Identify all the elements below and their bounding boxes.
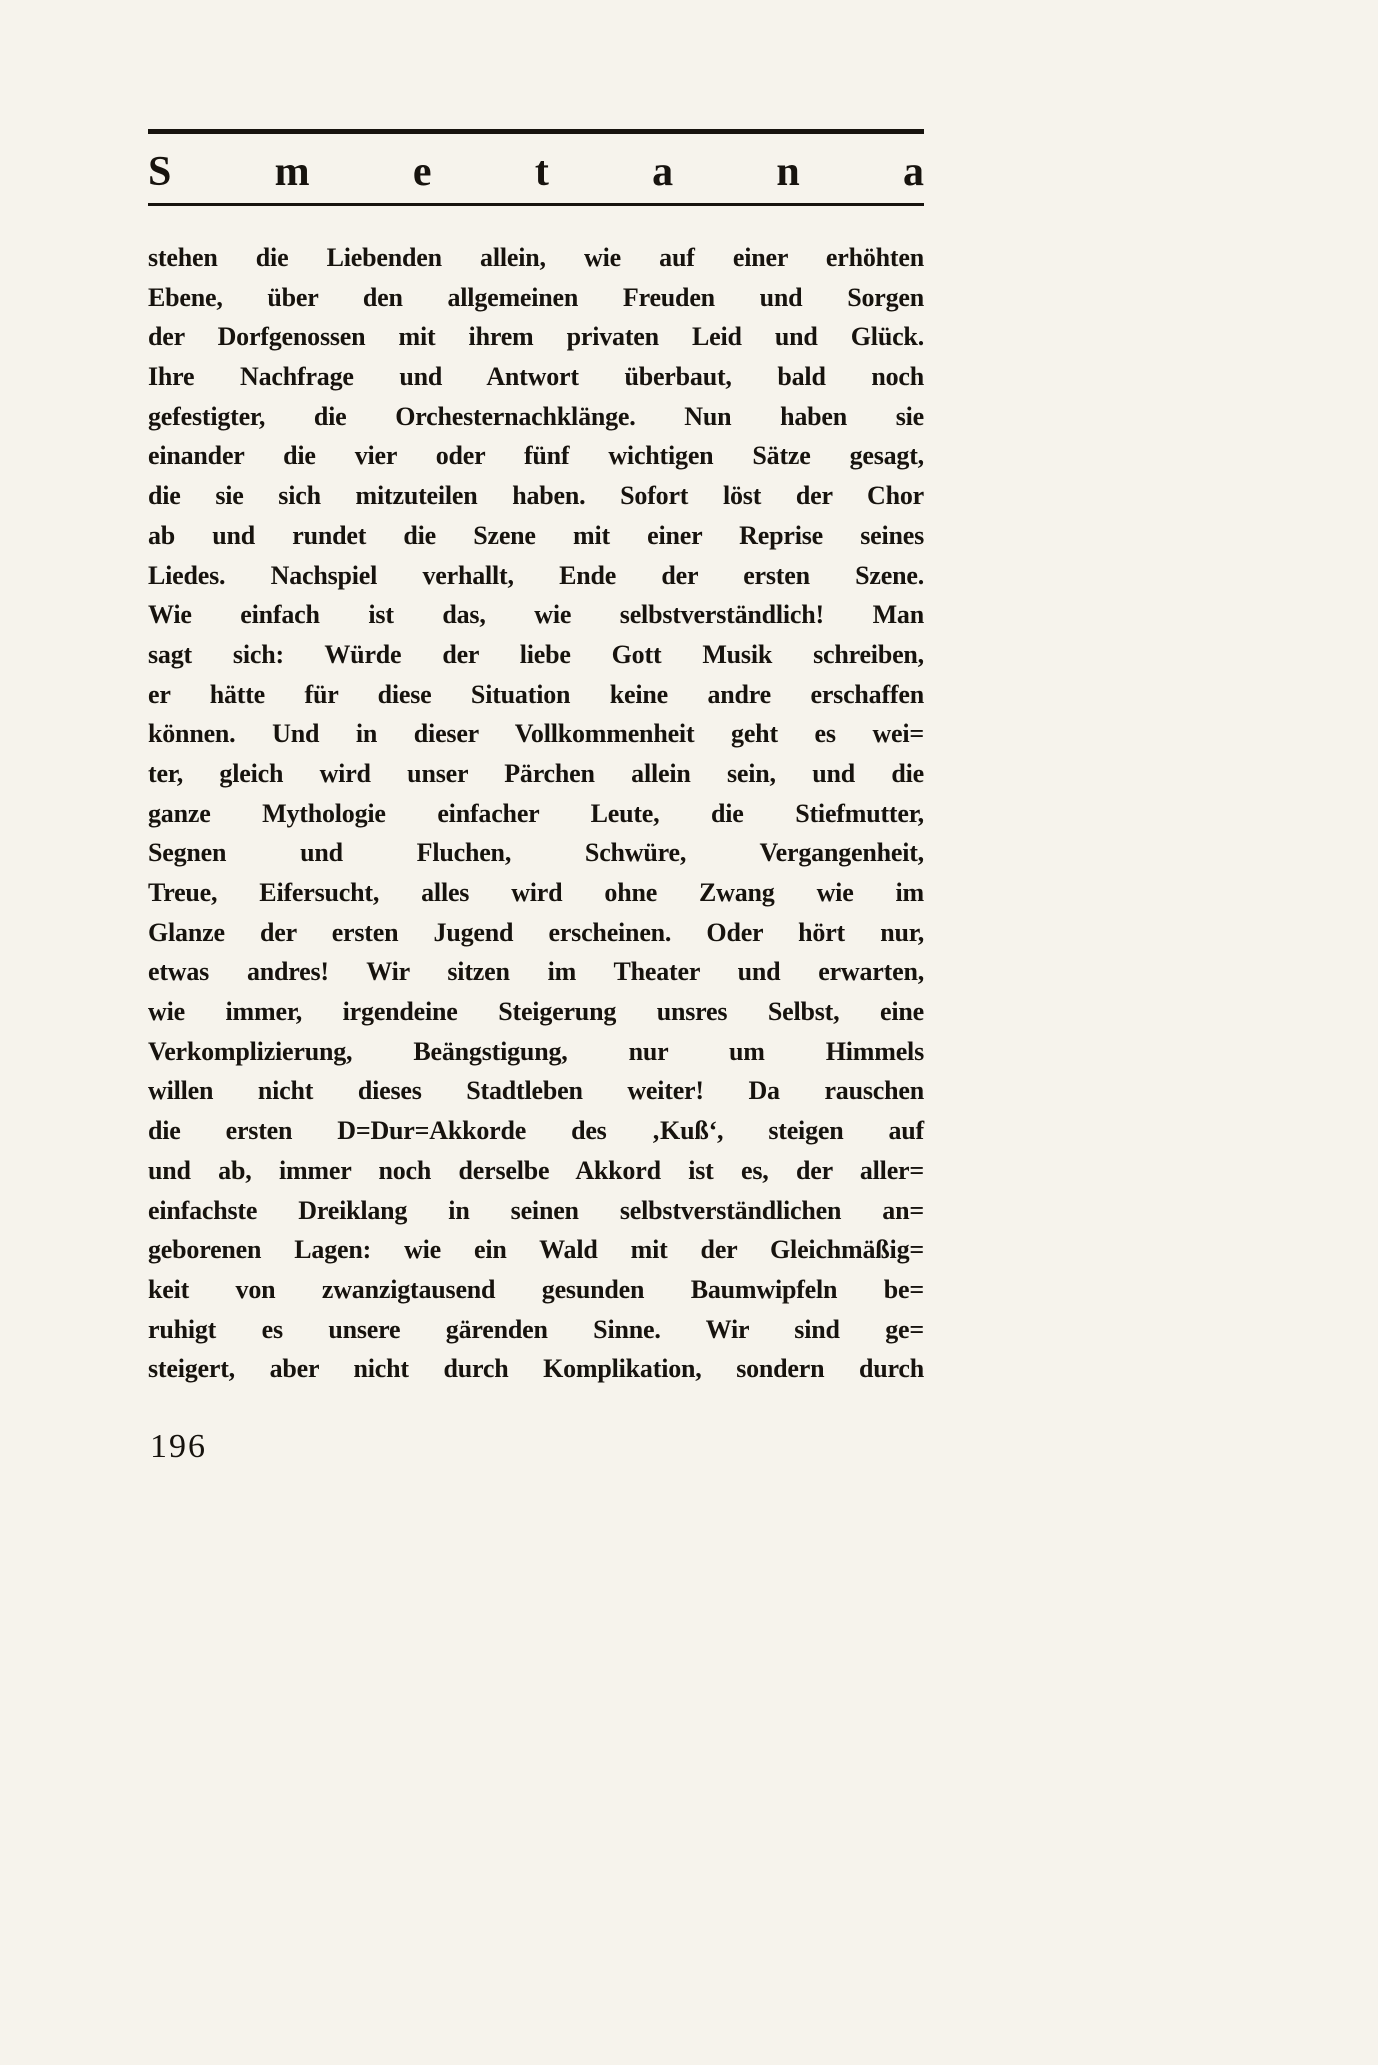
text-line: er hätte für diese Situation keine andre erschaffen — [148, 679, 924, 709]
text-line: und ab, immer noch derselbe Akkord ist es, der aller= — [148, 1155, 924, 1185]
text-line: steigert, aber nicht durch Komplikation, sondern durch — [148, 1354, 924, 1384]
running-head-letter: a — [902, 149, 924, 195]
running-head-letter: t — [534, 149, 549, 195]
text-line: stehen die Liebenden allein, wie auf einer erhöhten — [148, 243, 924, 272]
page-number: 196 — [150, 1428, 207, 1465]
text-line: ter, gleich wird unser Pärchen allein sein, und die — [148, 758, 924, 788]
text-line: Glanze der ersten Jugend erscheinen. Oder hört nur, — [148, 917, 924, 947]
running-head-letter: S — [148, 149, 172, 195]
text-line: sagt sich: Würde der liebe Gott Musik schreiben, — [148, 639, 924, 669]
text-line: der Dorfgenossen mit ihrem privaten Leid und Glück. — [148, 322, 924, 352]
text-line: Wie einfach ist das, wie selbstverständlich! Man — [148, 600, 924, 630]
text-line: ruhigt es unsere gärenden Sinne. Wir sind ge= — [148, 1314, 924, 1344]
text-line: etwas andres! Wir sitzen im Theater und erwarten, — [148, 957, 924, 987]
text-line: wie immer, irgendeine Steigerung unsres Selbst, eine — [148, 997, 924, 1027]
running-head-letter: e — [412, 149, 432, 195]
text-line: gefestigter, die Orchesternachklänge. Nun haben sie — [148, 401, 924, 431]
text-line: ganze Mythologie einfacher Leute, die Stiefmutter, — [148, 798, 924, 828]
body-text-block — [148, 238, 924, 1389]
text-line: ab und rundet die Szene mit einer Reprise seines — [148, 520, 924, 550]
text-line: können. Und in dieser Vollkommenheit geht es wei= — [148, 719, 924, 749]
text-line: die ersten D=Dur=Akkorde des ‚Kuß‘, steigen auf — [148, 1116, 924, 1146]
header-bottom-rule — [148, 203, 924, 206]
running-head-title — [148, 148, 924, 196]
text-line: geborenen Lagen: wie ein Wald mit der Gleichmäßig= — [148, 1235, 924, 1265]
running-head-letter: n — [776, 149, 800, 195]
text-line: Segnen und Fluchen, Schwüre, Vergangenheit, — [148, 838, 924, 868]
header-top-rule — [148, 129, 924, 134]
running-head-letter: a — [652, 149, 674, 195]
running-head-letter: m — [274, 149, 310, 195]
text-line: keit von zwanzigtausend gesunden Baumwipfeln be= — [148, 1274, 924, 1304]
text-line: Ebene, über den allgemeinen Freuden und Sorgen — [148, 282, 924, 312]
text-line: einfachste Dreiklang in seinen selbstverständlichen an= — [148, 1195, 924, 1225]
text-line: Verkomplizierung, Beängstigung, nur um Himmels — [148, 1036, 924, 1066]
text-line: Ihre Nachfrage und Antwort überbaut, bald noch — [148, 362, 924, 392]
text-line: die sie sich mitzuteilen haben. Sofort löst der Chor — [148, 481, 924, 511]
text-line: Treue, Eifersucht, alles wird ohne Zwang wie im — [148, 878, 924, 907]
text-line: willen nicht dieses Stadtleben weiter! Da rauschen — [148, 1076, 924, 1106]
text-line: Liedes. Nachspiel verhallt, Ende der ersten Szene. — [148, 560, 924, 590]
text-line: einander die vier oder fünf wichtigen Sätze gesagt, — [148, 441, 924, 471]
